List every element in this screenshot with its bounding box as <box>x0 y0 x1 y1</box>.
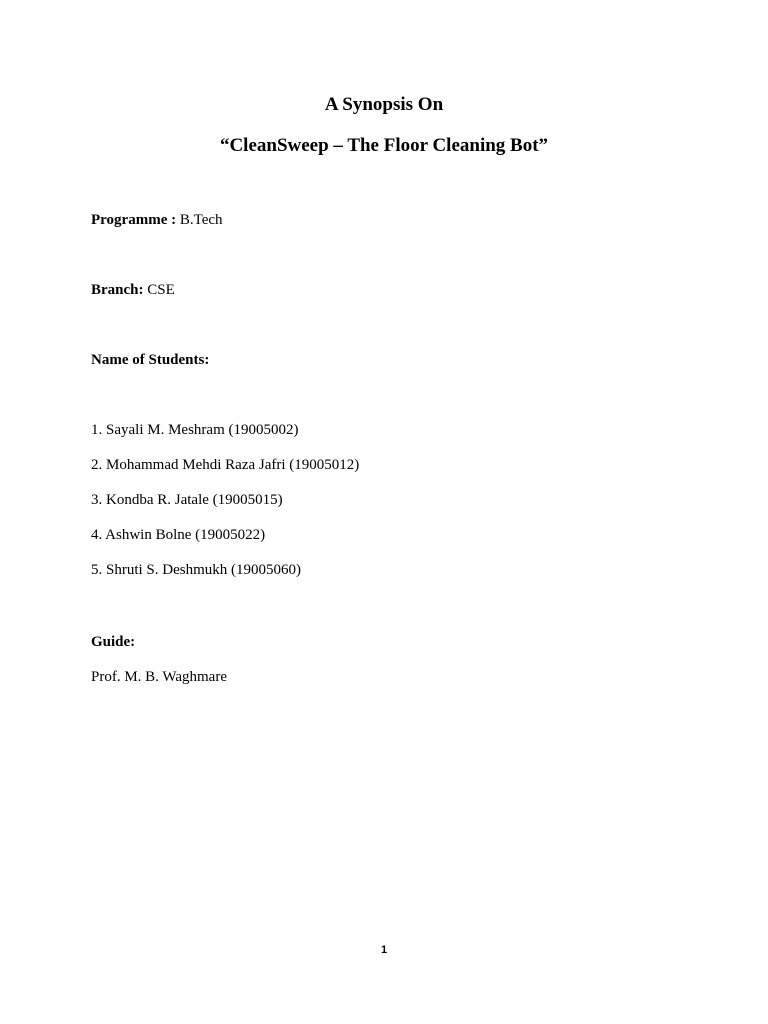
students-heading <box>91 350 209 370</box>
programme-value: B.Tech <box>179 212 223 228</box>
student-item: 2. Mohammad Mehdi Raza Jafri (19005012) <box>91 457 360 473</box>
guide-name: Prof. M. B. Waghmare <box>91 669 227 685</box>
student-item: 4. Ashwin Bolne (19005022) <box>91 527 266 543</box>
student-item: 3. Kondba R. Jatale (19005015) <box>91 492 283 508</box>
programme-label: Programme : <box>91 212 177 228</box>
student-item: 5. Shruti S. Deshmukh (19005060) <box>91 562 301 578</box>
page-number: 1 <box>380 944 388 956</box>
synopsis-heading: A Synopsis On <box>324 94 444 115</box>
project-title: “CleanSweep – The Floor Cleaning Bot” <box>219 135 549 156</box>
programme-field <box>91 210 223 230</box>
branch-label: Branch: <box>91 282 144 298</box>
students-label: Name of Students: <box>91 352 210 368</box>
branch-field <box>91 280 175 300</box>
guide-label: Guide: <box>91 634 136 650</box>
students-list <box>91 420 359 595</box>
branch-value: CSE <box>147 282 175 298</box>
guide-heading <box>91 632 135 652</box>
student-item: 1. Sayali M. Meshram (19005002) <box>91 422 299 438</box>
